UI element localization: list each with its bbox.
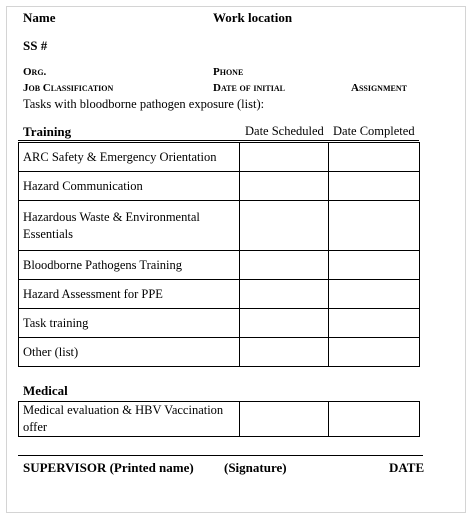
date-completed-cell[interactable]	[329, 338, 420, 367]
training-item-label: Task training	[19, 309, 240, 338]
training-section-label: Training	[23, 124, 72, 139]
date-completed-cell[interactable]	[329, 143, 420, 172]
date-scheduled-cell[interactable]	[240, 402, 329, 437]
assignment-label: Assignment	[351, 82, 407, 94]
org-label: Org.	[23, 66, 47, 78]
work-location-label: Work location	[213, 10, 293, 25]
training-item-label-line: Essentials	[23, 226, 73, 241]
table-row	[19, 280, 420, 309]
training-item-label: Other (list)	[19, 338, 240, 367]
date-label: DATE	[389, 460, 425, 475]
training-header-rule	[18, 140, 419, 141]
training-item-label: Hazard Assessment for PPE	[19, 280, 240, 309]
training-table	[18, 142, 420, 367]
date-of-initial-label: Date of initial	[213, 82, 285, 94]
table-row	[19, 338, 420, 367]
date-scheduled-header: Date Scheduled	[245, 124, 324, 138]
date-scheduled-cell[interactable]	[240, 309, 329, 338]
date-completed-header: Date Completed	[333, 124, 415, 138]
date-scheduled-cell[interactable]	[240, 280, 329, 309]
training-item-label: Hazard Communication	[19, 172, 240, 201]
phone-label: Phone	[213, 66, 244, 78]
date-completed-cell[interactable]	[329, 251, 420, 280]
medical-section-label: Medical	[23, 383, 68, 398]
job-classification-label: Job Classification	[23, 82, 114, 94]
date-scheduled-cell[interactable]	[240, 143, 329, 172]
date-scheduled-cell[interactable]	[240, 251, 329, 280]
tasks-label: Tasks with bloodborne pathogen exposure (list):	[23, 97, 265, 111]
date-completed-cell[interactable]	[329, 402, 420, 437]
table-row	[19, 402, 420, 437]
table-row	[19, 251, 420, 280]
medical-item-label: Medical evaluation & HBV Vaccination offer	[19, 402, 240, 437]
signature-rule	[18, 455, 423, 456]
ss-label: SS #	[23, 38, 48, 53]
medical-table	[18, 401, 420, 437]
date-scheduled-cell[interactable]	[240, 172, 329, 201]
signature-label: (Signature)	[224, 460, 287, 475]
date-completed-cell[interactable]	[329, 172, 420, 201]
date-scheduled-cell[interactable]	[240, 201, 329, 251]
training-item-label-line: Hazardous Waste & Environmental	[23, 209, 200, 224]
name-label: Name	[23, 10, 56, 25]
date-completed-cell[interactable]	[329, 201, 420, 251]
training-item-label: ARC Safety & Emergency Orientation	[19, 143, 240, 172]
table-row	[19, 201, 420, 251]
date-completed-cell[interactable]	[329, 280, 420, 309]
date-completed-cell[interactable]	[329, 309, 420, 338]
date-scheduled-cell[interactable]	[240, 338, 329, 367]
table-row	[19, 172, 420, 201]
training-item-label: Bloodborne Pathogens Training	[19, 251, 240, 280]
supervisor-label: SUPERVISOR (Printed name)	[23, 460, 194, 475]
table-row	[19, 143, 420, 172]
training-item-label	[19, 201, 240, 251]
table-row	[19, 309, 420, 338]
